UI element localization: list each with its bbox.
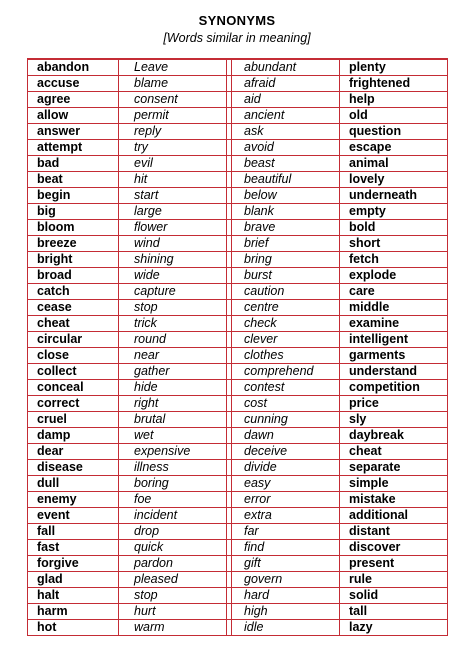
word-cell: aid <box>232 92 340 108</box>
synonym-cell: understand <box>340 364 448 380</box>
table-row <box>28 92 448 108</box>
synonym-cell: reply <box>119 124 227 140</box>
table-row <box>28 124 448 140</box>
synonym-cell: old <box>340 108 448 124</box>
table-row <box>28 540 448 556</box>
table-row <box>28 220 448 236</box>
synonym-cell: try <box>119 140 227 156</box>
synonym-cell: capture <box>119 284 227 300</box>
synonym-cell: competition <box>340 380 448 396</box>
word-cell: cost <box>232 396 340 412</box>
synonym-table <box>27 58 448 636</box>
word-cell: event <box>28 508 119 524</box>
synonym-cell: explode <box>340 268 448 284</box>
table-row <box>28 588 448 604</box>
word-cell: damp <box>28 428 119 444</box>
page-subtitle: [Words similar in meaning] <box>163 31 311 45</box>
word-cell: gift <box>232 556 340 572</box>
word-cell: far <box>232 524 340 540</box>
table-row <box>28 572 448 588</box>
synonym-cell: empty <box>340 204 448 220</box>
synonym-cell: escape <box>340 140 448 156</box>
word-cell: cheat <box>28 316 119 332</box>
word-cell: broad <box>28 268 119 284</box>
word-cell: find <box>232 540 340 556</box>
table-row <box>28 316 448 332</box>
word-cell: catch <box>28 284 119 300</box>
table-row <box>28 428 448 444</box>
word-cell: halt <box>28 588 119 604</box>
word-cell: caution <box>232 284 340 300</box>
word-cell: check <box>232 316 340 332</box>
synonym-cell: separate <box>340 460 448 476</box>
word-cell: extra <box>232 508 340 524</box>
synonym-cell: hide <box>119 380 227 396</box>
synonym-cell: care <box>340 284 448 300</box>
table-row <box>28 188 448 204</box>
synonym-cell: plenty <box>340 59 448 76</box>
synonym-cell: short <box>340 236 448 252</box>
word-cell: deceive <box>232 444 340 460</box>
word-cell: avoid <box>232 140 340 156</box>
word-cell: begin <box>28 188 119 204</box>
word-cell: dear <box>28 444 119 460</box>
word-cell: error <box>232 492 340 508</box>
table-row <box>28 348 448 364</box>
synonym-cell: underneath <box>340 188 448 204</box>
table-row <box>28 476 448 492</box>
table-row <box>28 508 448 524</box>
synonym-cell: solid <box>340 588 448 604</box>
word-cell: centre <box>232 300 340 316</box>
table-row <box>28 204 448 220</box>
synonym-cell: flower <box>119 220 227 236</box>
word-cell: beast <box>232 156 340 172</box>
word-cell: cease <box>28 300 119 316</box>
synonym-cell: Leave <box>119 59 227 76</box>
synonym-cell: pleased <box>119 572 227 588</box>
word-cell: collect <box>28 364 119 380</box>
word-cell: contest <box>232 380 340 396</box>
word-cell: clothes <box>232 348 340 364</box>
word-cell: conceal <box>28 380 119 396</box>
table-row <box>28 252 448 268</box>
word-cell: afraid <box>232 76 340 92</box>
word-cell: divide <box>232 460 340 476</box>
table-row <box>28 172 448 188</box>
word-cell: fall <box>28 524 119 540</box>
word-cell: accuse <box>28 76 119 92</box>
page-header <box>0 13 474 46</box>
synonym-cell: foe <box>119 492 227 508</box>
synonym-cell: stop <box>119 300 227 316</box>
word-cell: beat <box>28 172 119 188</box>
table-row <box>28 332 448 348</box>
word-cell: breeze <box>28 236 119 252</box>
word-cell: disease <box>28 460 119 476</box>
table-row <box>28 140 448 156</box>
synonym-cell: animal <box>340 156 448 172</box>
synonym-cell: illness <box>119 460 227 476</box>
synonym-cell: stop <box>119 588 227 604</box>
synonym-cell: shining <box>119 252 227 268</box>
word-cell: abandon <box>28 59 119 76</box>
synonym-cell: brutal <box>119 412 227 428</box>
word-cell: comprehend <box>232 364 340 380</box>
synonym-cell: help <box>340 92 448 108</box>
word-cell: big <box>28 204 119 220</box>
synonym-table-container <box>27 58 447 636</box>
synonym-cell: start <box>119 188 227 204</box>
synonym-cell: consent <box>119 92 227 108</box>
word-cell: abundant <box>232 59 340 76</box>
table-row <box>28 364 448 380</box>
word-cell: below <box>232 188 340 204</box>
table-row <box>28 604 448 620</box>
synonym-cell: distant <box>340 524 448 540</box>
synonym-cell: wide <box>119 268 227 284</box>
word-cell: circular <box>28 332 119 348</box>
word-cell: dull <box>28 476 119 492</box>
synonym-cell: permit <box>119 108 227 124</box>
synonym-cell: sly <box>340 412 448 428</box>
word-cell: govern <box>232 572 340 588</box>
synonym-cell: simple <box>340 476 448 492</box>
word-cell: bloom <box>28 220 119 236</box>
word-cell: dawn <box>232 428 340 444</box>
table-row <box>28 556 448 572</box>
synonym-cell: boring <box>119 476 227 492</box>
word-cell: hard <box>232 588 340 604</box>
synonym-cell: middle <box>340 300 448 316</box>
word-cell: hot <box>28 620 119 636</box>
word-cell: brief <box>232 236 340 252</box>
synonym-cell: trick <box>119 316 227 332</box>
synonym-cell: hurt <box>119 604 227 620</box>
word-cell: blank <box>232 204 340 220</box>
synonym-cell: expensive <box>119 444 227 460</box>
synonym-cell: fetch <box>340 252 448 268</box>
table-row <box>28 460 448 476</box>
word-cell: allow <box>28 108 119 124</box>
synonym-cell: intelligent <box>340 332 448 348</box>
word-cell: bring <box>232 252 340 268</box>
synonym-cell: price <box>340 396 448 412</box>
synonym-cell: additional <box>340 508 448 524</box>
synonym-cell: round <box>119 332 227 348</box>
synonym-cell: quick <box>119 540 227 556</box>
synonym-cell: frightened <box>340 76 448 92</box>
word-cell: ask <box>232 124 340 140</box>
synonym-cell: near <box>119 348 227 364</box>
synonym-cell: lovely <box>340 172 448 188</box>
page-title: SYNONYMS <box>198 13 276 28</box>
table-row <box>28 268 448 284</box>
synonym-cell: examine <box>340 316 448 332</box>
synonym-cell: hit <box>119 172 227 188</box>
word-cell: burst <box>232 268 340 284</box>
table-row <box>28 412 448 428</box>
synonym-cell: drop <box>119 524 227 540</box>
synonym-cell: large <box>119 204 227 220</box>
synonym-cell: wet <box>119 428 227 444</box>
word-cell: close <box>28 348 119 364</box>
synonym-cell: garments <box>340 348 448 364</box>
synonym-cell: daybreak <box>340 428 448 444</box>
table-row <box>28 524 448 540</box>
synonym-cell: present <box>340 556 448 572</box>
synonym-cell: wind <box>119 236 227 252</box>
word-cell: cunning <box>232 412 340 428</box>
word-cell: agree <box>28 92 119 108</box>
synonym-cell: gather <box>119 364 227 380</box>
table-row <box>28 156 448 172</box>
synonym-cell: incident <box>119 508 227 524</box>
table-row <box>28 492 448 508</box>
table-row <box>28 236 448 252</box>
table-row <box>28 300 448 316</box>
word-cell: enemy <box>28 492 119 508</box>
synonym-table-body <box>28 59 448 636</box>
synonym-cell: pardon <box>119 556 227 572</box>
table-row <box>28 76 448 92</box>
synonym-cell: discover <box>340 540 448 556</box>
word-cell: correct <box>28 396 119 412</box>
word-cell: glad <box>28 572 119 588</box>
synonym-cell: rule <box>340 572 448 588</box>
word-cell: brave <box>232 220 340 236</box>
word-cell: attempt <box>28 140 119 156</box>
word-cell: bad <box>28 156 119 172</box>
word-cell: forgive <box>28 556 119 572</box>
table-row <box>28 444 448 460</box>
word-cell: clever <box>232 332 340 348</box>
word-cell: idle <box>232 620 340 636</box>
table-row <box>28 380 448 396</box>
synonym-cell: lazy <box>340 620 448 636</box>
synonym-cell: tall <box>340 604 448 620</box>
synonym-cell: question <box>340 124 448 140</box>
word-cell: cruel <box>28 412 119 428</box>
synonym-cell: evil <box>119 156 227 172</box>
table-row <box>28 59 448 76</box>
table-row <box>28 108 448 124</box>
table-row <box>28 620 448 636</box>
synonym-cell: right <box>119 396 227 412</box>
synonym-cell: bold <box>340 220 448 236</box>
word-cell: harm <box>28 604 119 620</box>
synonym-cell: cheat <box>340 444 448 460</box>
word-cell: high <box>232 604 340 620</box>
word-cell: beautiful <box>232 172 340 188</box>
table-row <box>28 396 448 412</box>
synonym-cell: blame <box>119 76 227 92</box>
word-cell: bright <box>28 252 119 268</box>
table-row <box>28 284 448 300</box>
synonym-cell: warm <box>119 620 227 636</box>
synonym-cell: mistake <box>340 492 448 508</box>
word-cell: fast <box>28 540 119 556</box>
word-cell: easy <box>232 476 340 492</box>
word-cell: answer <box>28 124 119 140</box>
word-cell: ancient <box>232 108 340 124</box>
